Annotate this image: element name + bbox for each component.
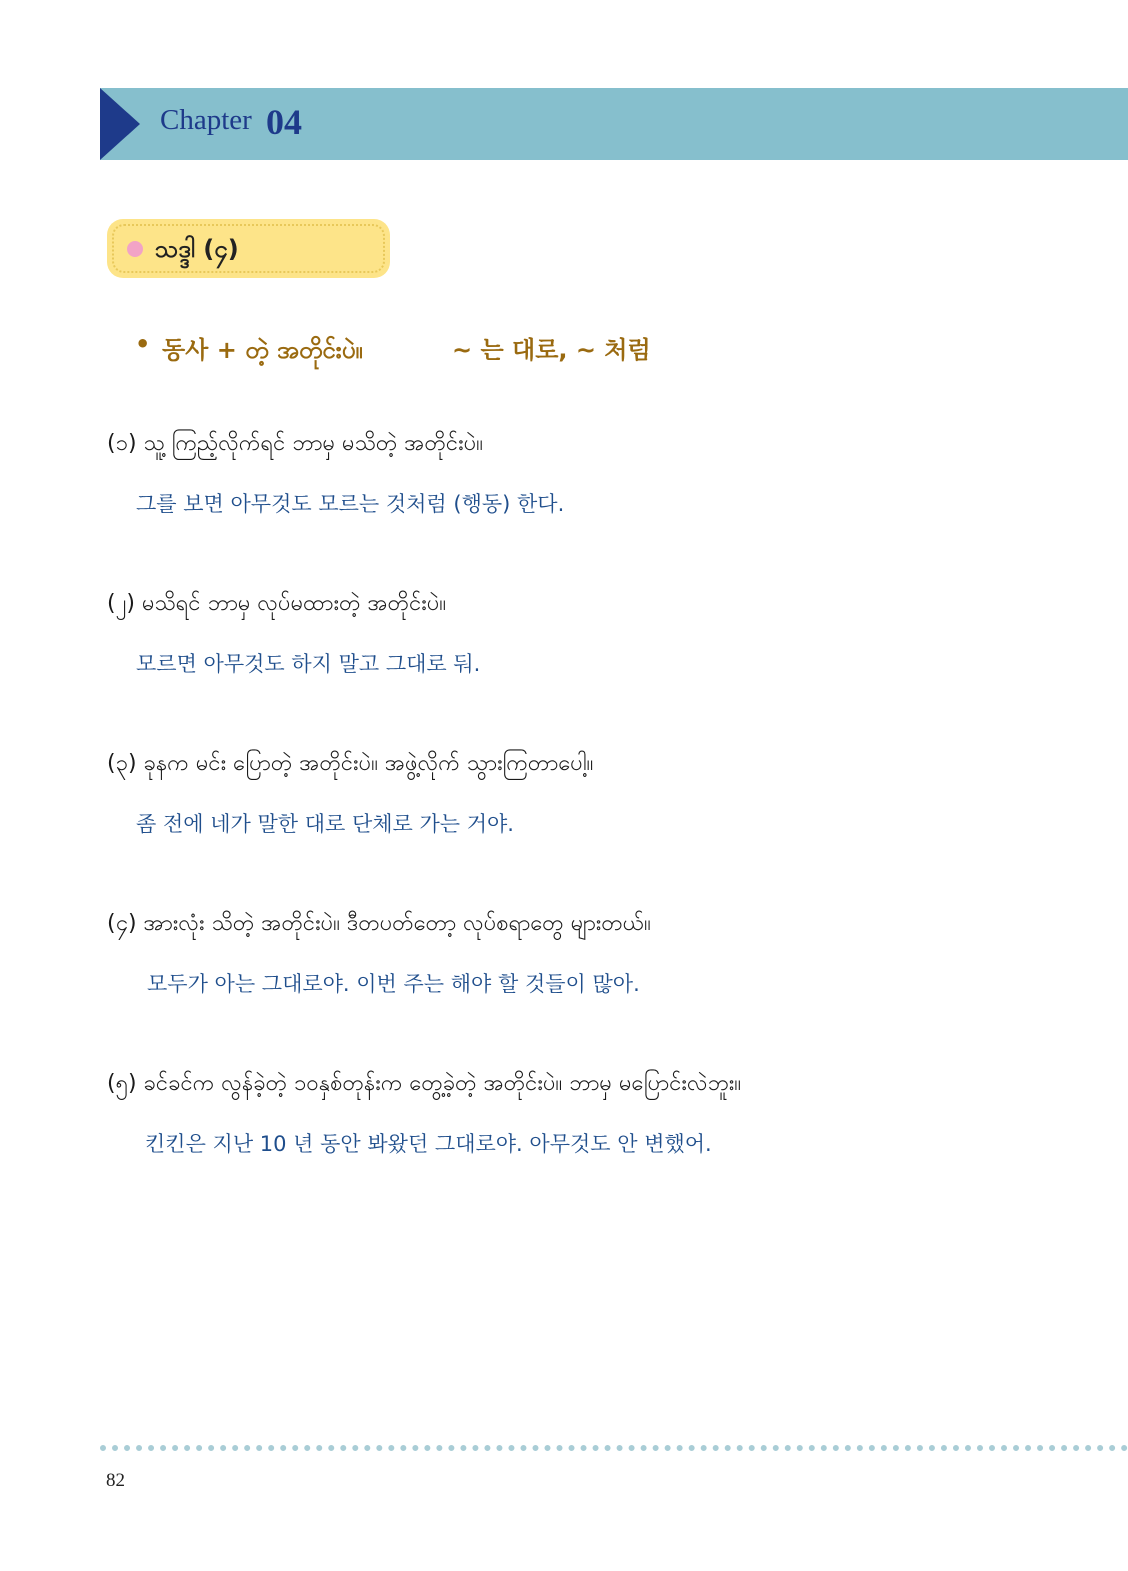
example-2-korean: 모르면 아무것도 하지 말고 그대로 둬. [136,652,481,676]
footer-divider [100,1445,1128,1451]
grammar-pattern: 동사 + တဲ့ အတိုင်းပဲ။ [162,336,363,364]
example-3-korean: 좀 전에 네가 말한 대로 단체로 가는 거야. [136,812,514,836]
chapter-banner [100,88,1128,160]
example-5-myanmar: (၅) ခင်ခင်က လွန်ခဲ့တဲ့ ၁၀နှစ်တုန်းက တွေ့ခဲ့တဲ့ အတိုင်းပဲ။ ဘာမှ မပြောင်းလဲဘူး။ [107,1071,742,1096]
chapter-number: 04 [266,102,302,142]
example-4-korean: 모두가 아는 그대로야. 이번 주는 해야 할 것들이 많아. [147,972,640,996]
page-number: 82 [106,1470,125,1491]
pink-dot-icon [127,241,143,257]
lesson-tag [107,219,390,278]
example-4-myanmar: (၄) အားလုံး သိတဲ့ အတိုင်းပဲ။ ဒီတပတ်တော့ လုပ်စရာတွေ များတယ်။ [107,911,651,936]
example-1-korean: 그를 보면 아무것도 모르는 것처럼 (행동) 한다. [136,492,565,516]
grammar-bullet: • [135,330,151,358]
chapter-arrow-icon [100,88,140,160]
example-3-myanmar: (၃) ခုနက မင်း ပြောတဲ့ အတိုင်းပဲ။ အဖွဲ့လိုက် သွားကြတာပေါ့။ [107,751,594,776]
lesson-tag-border [112,224,385,273]
example-1-myanmar: (၁) သူ့ ကြည့်လိုက်ရင် ဘာမှ မသိတဲ့ အတိုင်းပဲ။ [107,431,483,456]
lesson-label: သဒ္ဒါ (၄) [155,235,239,263]
grammar-meaning: ~ 는 대로, ~ 처럼 [452,336,651,364]
example-5-korean: 킨킨은 지난 10 년 동안 봐왔던 그대로야. 아무것도 안 변했어. [145,1132,712,1156]
example-2-myanmar: (၂) မသိရင် ဘာမှ လုပ်မထားတဲ့ အတိုင်းပဲ။ [107,591,447,616]
chapter-word: Chapter [160,104,252,136]
